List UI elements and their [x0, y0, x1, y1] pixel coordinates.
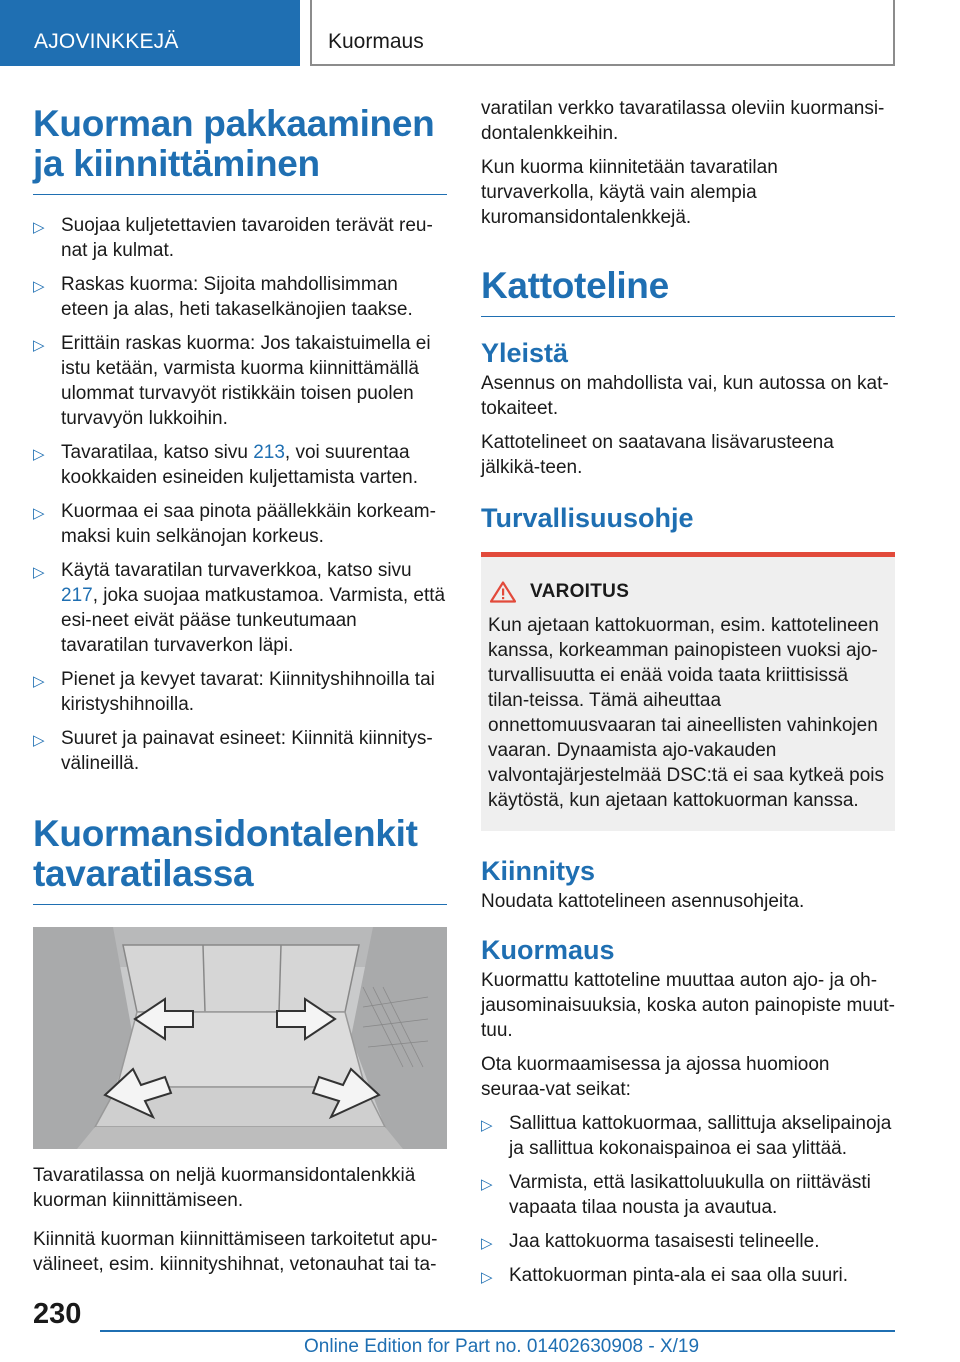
topic-tab — [310, 0, 895, 66]
list-item-text: Suojaa kuljetettavien tavaroiden terävät reu‐nat ja kulmat. — [61, 215, 433, 261]
edition-note: Online Edition for Part no. 01402630908 - X/19 — [304, 1336, 700, 1357]
heading-load-packing: Kuorman pakkaaminen ja kiinnittäminen — [33, 104, 447, 195]
load-tips-list — [33, 213, 447, 776]
list-item-text: Tavaratilaa, katso sivu — [61, 442, 254, 463]
list-item — [481, 1170, 895, 1220]
page-link-213[interactable]: 213 — [253, 442, 285, 463]
heading-tie-down-rings: Kuormansidontalenkit tavaratilassa — [33, 814, 447, 905]
triangle-right-icon: ▷ — [33, 673, 45, 690]
list-item-text: Kattokuorman pinta-ala ei saa olla suuri. — [509, 1265, 849, 1286]
section-label: AJOVINKKEJÄ — [34, 30, 179, 53]
triangle-right-icon: ▷ — [33, 278, 45, 295]
mounting-paragraph: Noudata kattotelineen asennusohjeita. — [481, 891, 805, 912]
warning-title — [490, 579, 887, 605]
list-item — [33, 499, 447, 549]
list-item — [33, 726, 447, 776]
loading-paragraph-1: Kuormattu kattoteline muuttaa auton ajo- ja oh‐jausominaisuuksia, koska auton painopiste muut‐tuu. — [481, 970, 896, 1041]
list-item — [33, 272, 447, 322]
warning-triangle-icon — [490, 581, 516, 603]
page-number: 230 — [33, 1298, 82, 1330]
warning-label: VAROITUS — [530, 581, 630, 602]
list-item-text: Raskas kuorma: Sijoita mahdollisimman eteen ja alas, heti takaselkänojien taakse. — [61, 274, 413, 320]
list-item — [33, 213, 447, 263]
heading-roof-rack: Kattoteline — [481, 266, 895, 317]
section-tab — [0, 0, 300, 66]
warning-box — [481, 552, 895, 831]
heading-mounting: Kiinnitys — [481, 856, 596, 886]
triangle-right-icon: ▷ — [481, 1117, 493, 1134]
list-item — [481, 1229, 895, 1254]
list-item-text: Suuret ja painavat esineet: Kiinnitä kiinnitys‐välineillä. — [61, 728, 433, 774]
list-item — [33, 331, 447, 431]
list-item — [33, 667, 447, 717]
general-paragraph-2: Kattotelineet on saatavana lisävarusteena jälkikä‐teen. — [481, 432, 834, 478]
tie-down-caption: Tavaratilassa on neljä kuormansidontalenkkiä kuorman kiinnittämiseen. — [33, 1165, 416, 1211]
triangle-right-icon: ▷ — [33, 219, 45, 236]
list-item-text: Erittäin raskas kuorma: Jos takaistuimella ei istu ketään, varmista kuorma kiinnittämällä ulommat turvavyöt ristikkäin toisen puolen turvavyön lukkoihin. — [61, 333, 431, 429]
continuation-paragraph: varatilan verkko tavaratilassa oleviin kuormansi‐dontalenkkeihin. — [481, 98, 885, 144]
list-item-text: Käytä tavaratilan turvaverkkoa, katso sivu — [61, 560, 412, 581]
trunk-tie-down-rings-image — [33, 927, 447, 1149]
list-item-text: , voi suurentaa kookkaiden esineiden kuljettamista varten. — [61, 442, 418, 488]
triangle-right-icon: ▷ — [33, 337, 45, 354]
tie-down-paragraph: Kiinnitä kuorman kiinnittämiseen tarkoitetut apu‐välineet, esim. kiinnityshihnat, vetonauhat tai ta‐ — [33, 1229, 438, 1275]
triangle-right-icon: ▷ — [481, 1269, 493, 1286]
loading-paragraph-2: Ota kuormaamisessa ja ajossa huomioon seuraa‐vat seikat: — [481, 1054, 830, 1100]
heading-general: Yleistä — [481, 338, 569, 368]
triangle-right-icon: ▷ — [33, 446, 45, 463]
triangle-right-icon: ▷ — [481, 1176, 493, 1193]
list-item-text: , joka suojaa matkustamoa. Varmista, että esi‐neet eivät pääse tunkeutumaan tavaratilan turvaverkon läpi. — [61, 585, 446, 656]
triangle-right-icon: ▷ — [33, 564, 45, 581]
page-link-217[interactable]: 217 — [61, 585, 93, 606]
list-item-text: Pienet ja kevyet tavarat: Kiinnityshihnoilla tai kiristyshihnoilla. — [61, 669, 435, 715]
right-column — [481, 96, 895, 1288]
list-item — [33, 558, 447, 658]
topic-label: Kuormaus — [328, 30, 424, 53]
left-column — [33, 104, 447, 1277]
list-item — [33, 440, 447, 490]
triangle-right-icon: ▷ — [481, 1235, 493, 1252]
footer-divider — [100, 1330, 895, 1332]
warning-text: Kun ajetaan kattokuorman, esim. kattotelineen kanssa, korkeamman painopisteen vuoksi ajo‐turvallisuutta ei enää voida taata kriittisissä tilan‐teissa. Tämä aiheuttaa onnettomuusvaaran tai aineellisten vahinkojen vaaran. Dynaamista ajo‐vakauden valvontajärjestelmää DSC:tä ei saa kytkeä pois käytöstä, kun ajetaan kattokuorman kanssa. — [488, 615, 885, 811]
heading-safety: Turvallisuusohje — [481, 503, 694, 533]
list-item-text: Varmista, että lasikattoluukulla on riittävästi vapaata tilaa nousta ja avautua. — [509, 1172, 871, 1218]
list-item — [481, 1263, 895, 1288]
safety-net-paragraph: Kun kuorma kiinnitetään tavaratilan turvaverkolla, käytä vain alempia kuromansidontalenkkejä. — [481, 157, 778, 228]
triangle-right-icon: ▷ — [33, 732, 45, 749]
heading-loading: Kuormaus — [481, 935, 615, 965]
triangle-right-icon: ▷ — [33, 505, 45, 522]
roof-load-list — [481, 1111, 895, 1288]
list-item — [481, 1111, 895, 1161]
list-item-text: Kuormaa ei saa pinota päällekkäin korkeam‐maksi kuin selkänojan korkeus. — [61, 501, 436, 547]
general-paragraph-1: Asennus on mahdollista vai, kun autossa on kat‐tokaiteet. — [481, 373, 889, 419]
list-item-text: Sallittua kattokuormaa, sallittuja akselipainoja ja sallittua kokonaispainoa ei saa ylittää. — [509, 1113, 892, 1159]
list-item-text: Jaa kattokuorma tasaisesti telineelle. — [509, 1231, 820, 1252]
